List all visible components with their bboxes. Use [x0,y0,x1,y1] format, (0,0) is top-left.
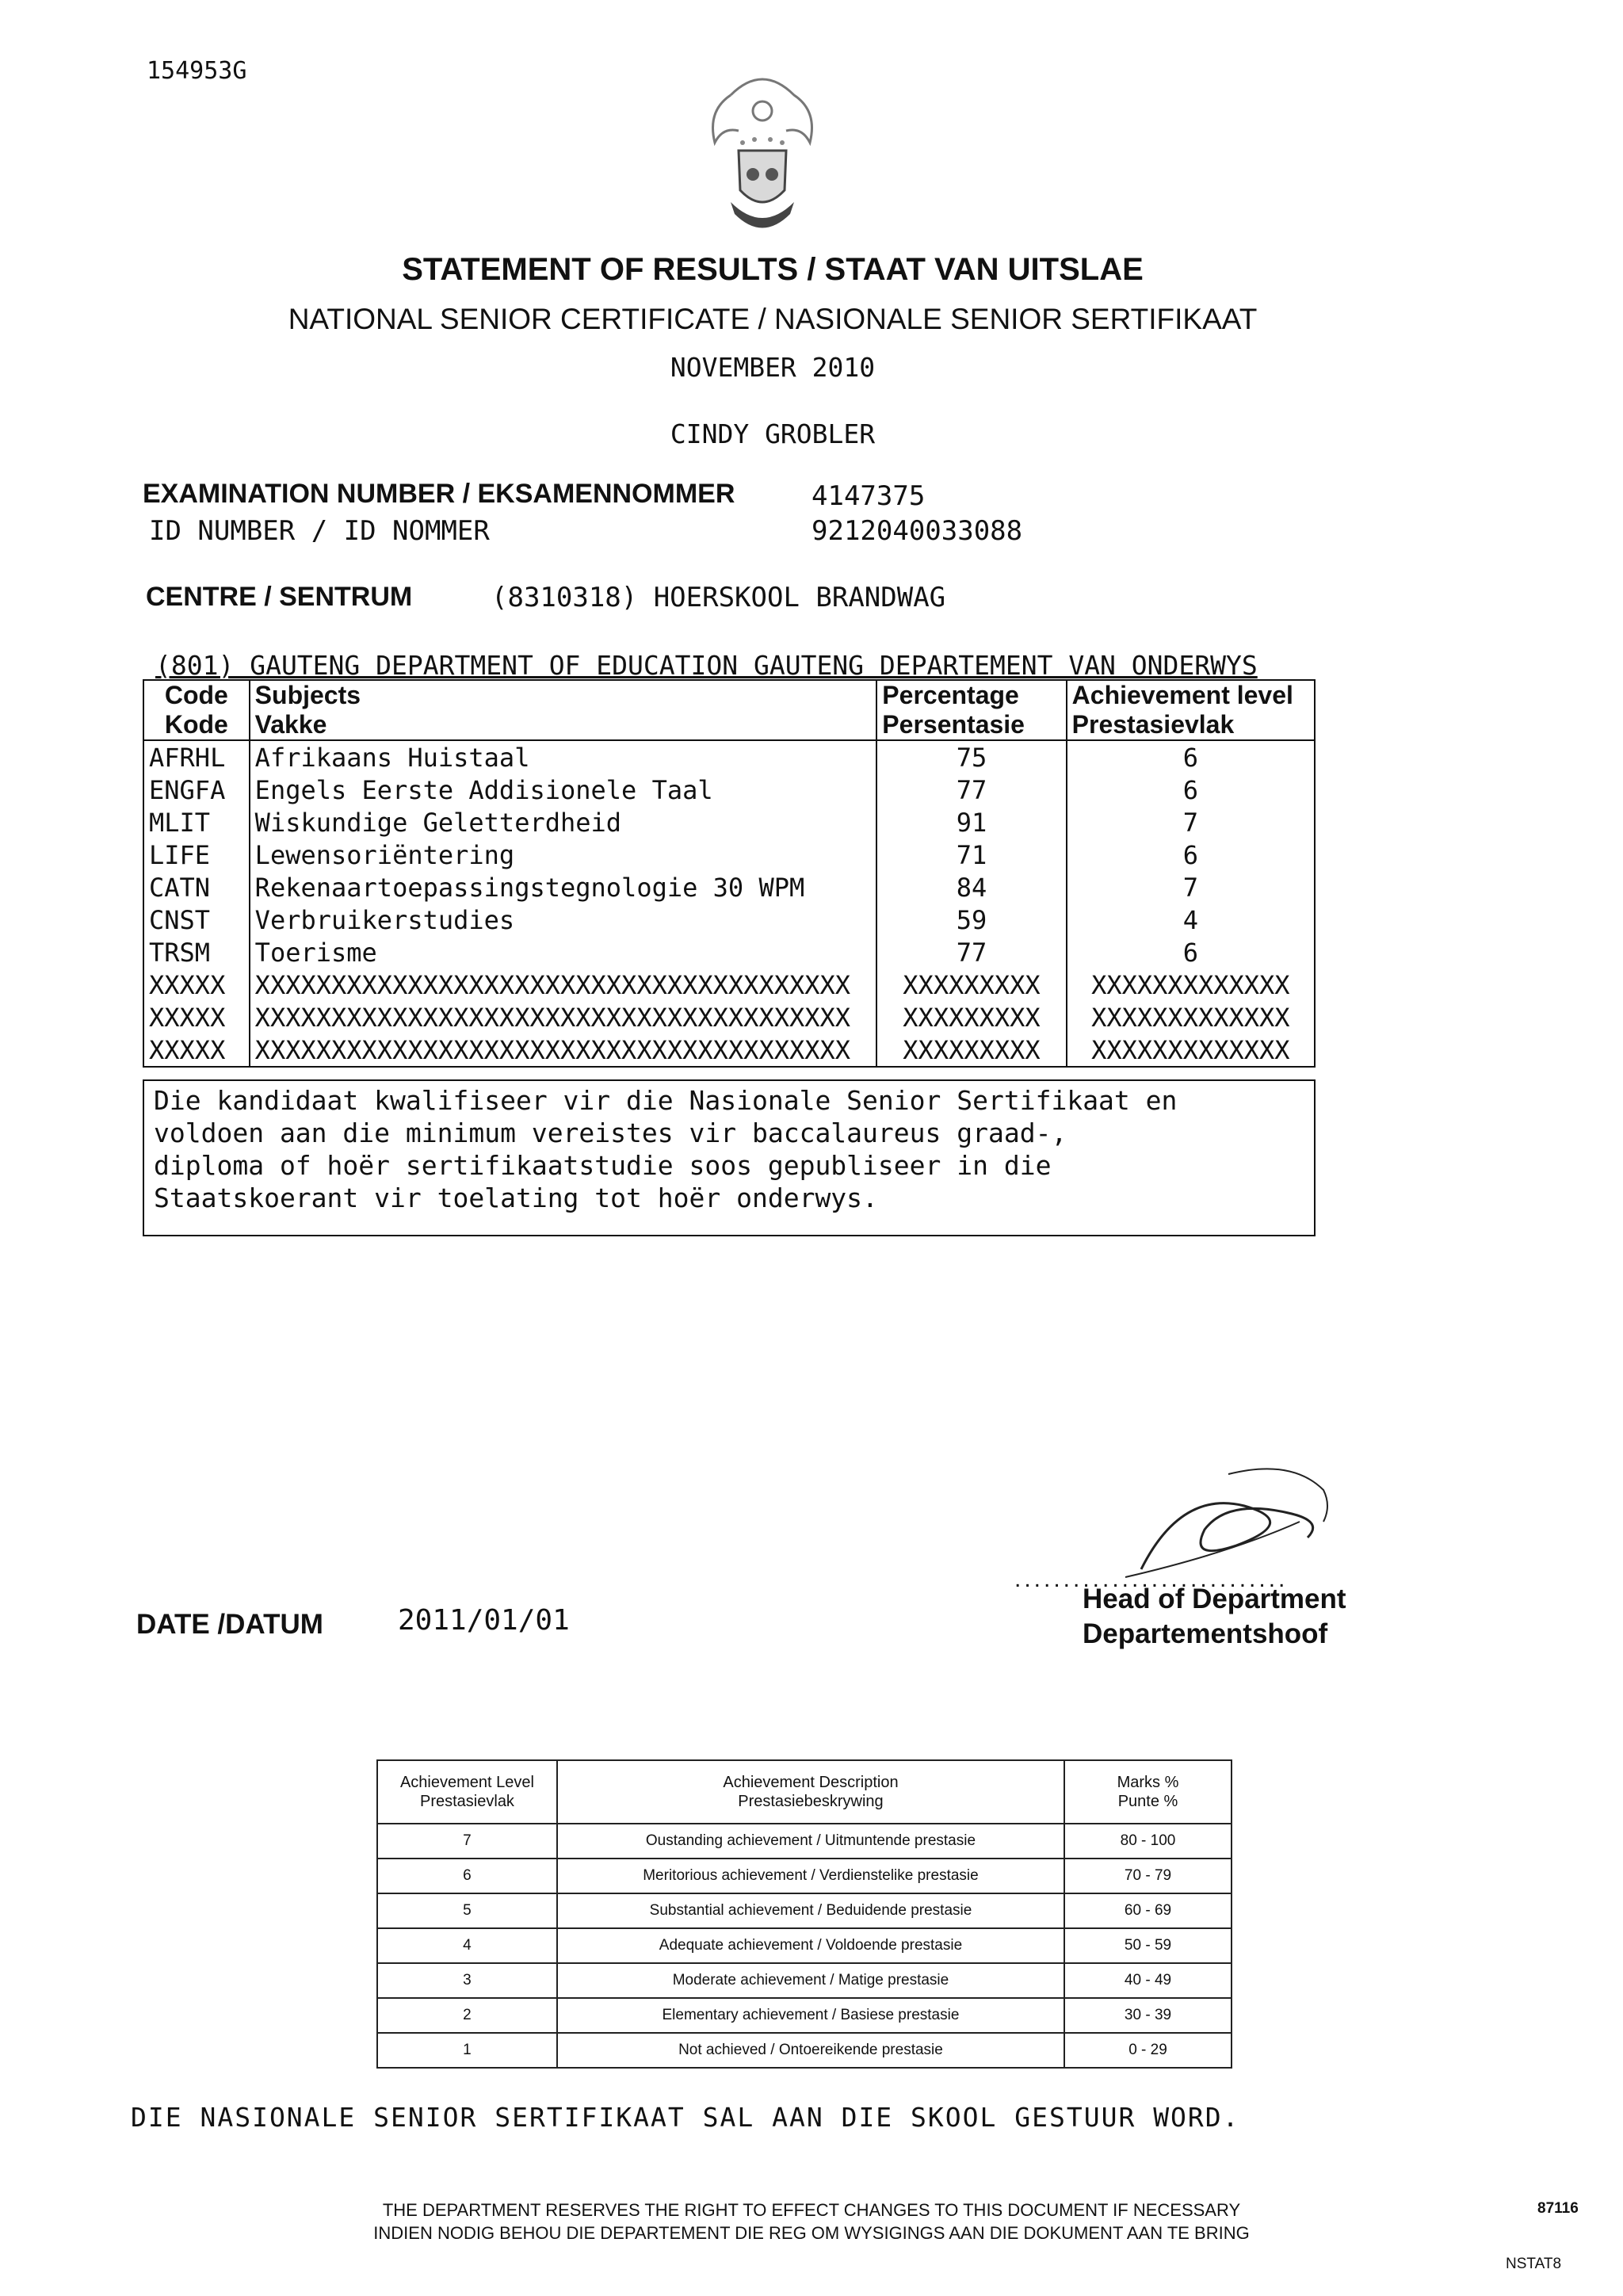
exam-number-label: EXAMINATION NUMBER / EKSAMENNOMMER [143,479,735,509]
subject-name: Wiskundige Geletterdheid [250,806,877,839]
table-row [143,806,1315,839]
subject-percentage: XXXXXXXXX [876,1033,1066,1067]
table-row [377,2033,1232,2068]
header-percentage-en: Percentage [882,681,1019,709]
subject-percentage: 71 [876,839,1066,871]
header-code-af: Kode [164,710,228,739]
header-percentage-af: Persentasie [882,710,1025,739]
table-row [143,936,1315,968]
subject-code: CNST [143,904,250,936]
subject-code: AFRHL [143,740,250,774]
remark-line: Staatskoerant vir toelating tot hoër onderwys. [154,1182,878,1213]
level-marks: 80 - 100 [1064,1824,1232,1859]
subject-name: Lewensoriëntering [250,839,877,871]
department-header: (801) GAUTENG DEPARTMENT OF EDUCATION GAUTENG DEPARTEMENT VAN ONDERWYS [155,650,1258,681]
table-row [377,1998,1232,2033]
subject-code: CATN [143,871,250,904]
level-value: 3 [377,1963,557,1998]
header-level-en: Achievement level [1071,681,1293,709]
level-marks: 70 - 79 [1064,1859,1232,1893]
footer-note: DIE NASIONALE SENIOR SERTIFIKAAT SAL AAN DIE SKOOL GESTUUR WORD. [131,2102,1240,2133]
subject-level: XXXXXXXXXXXXX [1067,968,1315,1001]
id-number-label: ID NUMBER / ID NOMMER [149,515,490,547]
subject-code: MLIT [143,806,250,839]
exam-date: NOVEMBER 2010 [670,352,876,383]
signatory-title-af: Departementshoof [1083,1618,1328,1649]
disclaimer-af: INDIEN NODIG BEHOU DIE DEPARTEMENT DIE REG OM WYSIGINGS AAN DIE DOKUMENT AAN TE BRING [373,2223,1250,2243]
header-percentage [876,680,1066,740]
candidate-name: CINDY GROBLER [670,418,876,449]
level-description: Oustanding achievement / Uitmuntende prestasie [557,1824,1064,1859]
subject-level: 6 [1067,740,1315,774]
level-value: 5 [377,1893,557,1928]
header-code [143,680,250,740]
subject-name: Engels Eerste Addisionele Taal [250,774,877,806]
subject-level: 6 [1067,936,1315,968]
subject-name: XXXXXXXXXXXXXXXXXXXXXXXXXXXXXXXXXXXXXXX [250,1001,877,1033]
page-title: STATEMENT OF RESULTS / STAAT VAN UITSLAE [402,252,1144,287]
subject-percentage: 75 [876,740,1066,774]
header-subject-en: Subjects [254,681,361,709]
subject-name: Rekenaartoepassingstegnologie 30 WPM [250,871,877,904]
subject-name: XXXXXXXXXXXXXXXXXXXXXXXXXXXXXXXXXXXXXXX [250,968,877,1001]
header-achievement-description: Achievement Description Prestasiebeskrywing [557,1760,1064,1824]
level-value: 4 [377,1928,557,1963]
subject-code: XXXXX [143,968,250,1001]
table-row [143,1001,1315,1033]
header-level-af: Prestasievlak [1071,710,1235,739]
subject-percentage: 59 [876,904,1066,936]
subject-level: 7 [1067,871,1315,904]
document-number: 154953G [147,57,247,85]
level-marks: 60 - 69 [1064,1893,1232,1928]
id-number-value: 9212040033088 [812,515,1023,547]
remark-line: Die kandidaat kwalifiseer vir die Nasionale Senior Sertifikaat en [154,1085,1178,1116]
header-subject [250,680,877,740]
header-subject-af: Vakke [254,710,327,739]
level-marks: 30 - 39 [1064,1998,1232,2033]
page-subtitle: NATIONAL SENIOR CERTIFICATE / NASIONALE SENIOR SERTIFIKAAT [288,303,1258,335]
header-code-en: Code [164,681,228,709]
header-level [1067,680,1315,740]
level-marks: 0 - 29 [1064,2033,1232,2068]
coat-of-arms-icon [683,63,842,246]
table-row [377,1824,1232,1859]
subject-name: Verbruikerstudies [250,904,877,936]
level-description: Substantial achievement / Beduidende prestasie [557,1893,1064,1928]
table-row [143,968,1315,1001]
achievement-level-table [376,1759,1232,2069]
subject-percentage: 77 [876,774,1066,806]
table-row [377,1928,1232,1963]
subject-code: TRSM [143,936,250,968]
level-description: Moderate achievement / Matige prestasie [557,1963,1064,1998]
subject-code: ENGFA [143,774,250,806]
level-header-row [377,1760,1232,1824]
level-marks: 50 - 59 [1064,1928,1232,1963]
table-row [143,904,1315,936]
subject-name: XXXXXXXXXXXXXXXXXXXXXXXXXXXXXXXXXXXXXXX [250,1033,877,1067]
subject-level: 7 [1067,806,1315,839]
level-description: Not achieved / Ontoereikende prestasie [557,2033,1064,2068]
table-row [143,1033,1315,1067]
signatory-title-en: Head of Department [1083,1584,1346,1614]
level-value: 2 [377,1998,557,2033]
date-label: DATE /DATUM [136,1609,323,1640]
subject-level: XXXXXXXXXXXXX [1067,1033,1315,1067]
level-marks: 40 - 49 [1064,1963,1232,1998]
header-achievement-level: Achievement Level Prestasievlak [377,1760,557,1824]
remark-line: diploma of hoër sertifikaatstudie soos gepubliseer in die [154,1150,1052,1181]
subject-level: 6 [1067,839,1315,871]
subject-percentage: 91 [876,806,1066,839]
level-description: Meritorious achievement / Verdienstelike prestasie [557,1859,1064,1893]
table-row [377,1859,1232,1893]
table-row [377,1963,1232,1998]
table-row [143,839,1315,871]
table-row [143,871,1315,904]
subject-level: XXXXXXXXXXXXX [1067,1001,1315,1033]
level-description: Elementary achievement / Basiese prestasie [557,1998,1064,2033]
qualification-remark [143,1079,1316,1236]
header-marks: Marks % Punte % [1064,1760,1232,1824]
subject-name: Toerisme [250,936,877,968]
form-code: NSTAT8 [1506,2256,1562,2272]
disclaimer-en: THE DEPARTMENT RESERVES THE RIGHT TO EFFECT CHANGES TO THIS DOCUMENT IF NECESSARY [382,2200,1241,2220]
table-row [143,740,1315,774]
remark-line: voldoen aan die minimum vereistes vir baccalaureus graad-, [154,1117,1067,1148]
level-value: 6 [377,1859,557,1893]
subject-code: XXXXX [143,1033,250,1067]
subject-code: XXXXX [143,1001,250,1033]
level-description: Adequate achievement / Voldoende prestasie [557,1928,1064,1963]
subject-name: Afrikaans Huistaal [250,740,877,774]
table-row [143,774,1315,806]
signature-line: ............................ [1014,1566,1289,1592]
date-value: 2011/01/01 [398,1604,570,1637]
level-value: 1 [377,2033,557,2068]
table-row [377,1893,1232,1928]
centre-value: (8310318) HOERSKOOL BRANDWAG [491,582,946,613]
subject-percentage: XXXXXXXXX [876,968,1066,1001]
subject-code: LIFE [143,839,250,871]
subject-percentage: 77 [876,936,1066,968]
subject-level: 4 [1067,904,1315,936]
results-table [143,679,1316,1068]
results-header-row [143,680,1315,740]
centre-label: CENTRE / SENTRUM [146,582,413,612]
level-value: 7 [377,1824,557,1859]
exam-number-value: 4147375 [812,480,926,512]
subject-percentage: XXXXXXXXX [876,1001,1066,1033]
reference-number: 87116 [1537,2200,1579,2217]
subject-percentage: 84 [876,871,1066,904]
subject-level: 6 [1067,774,1315,806]
